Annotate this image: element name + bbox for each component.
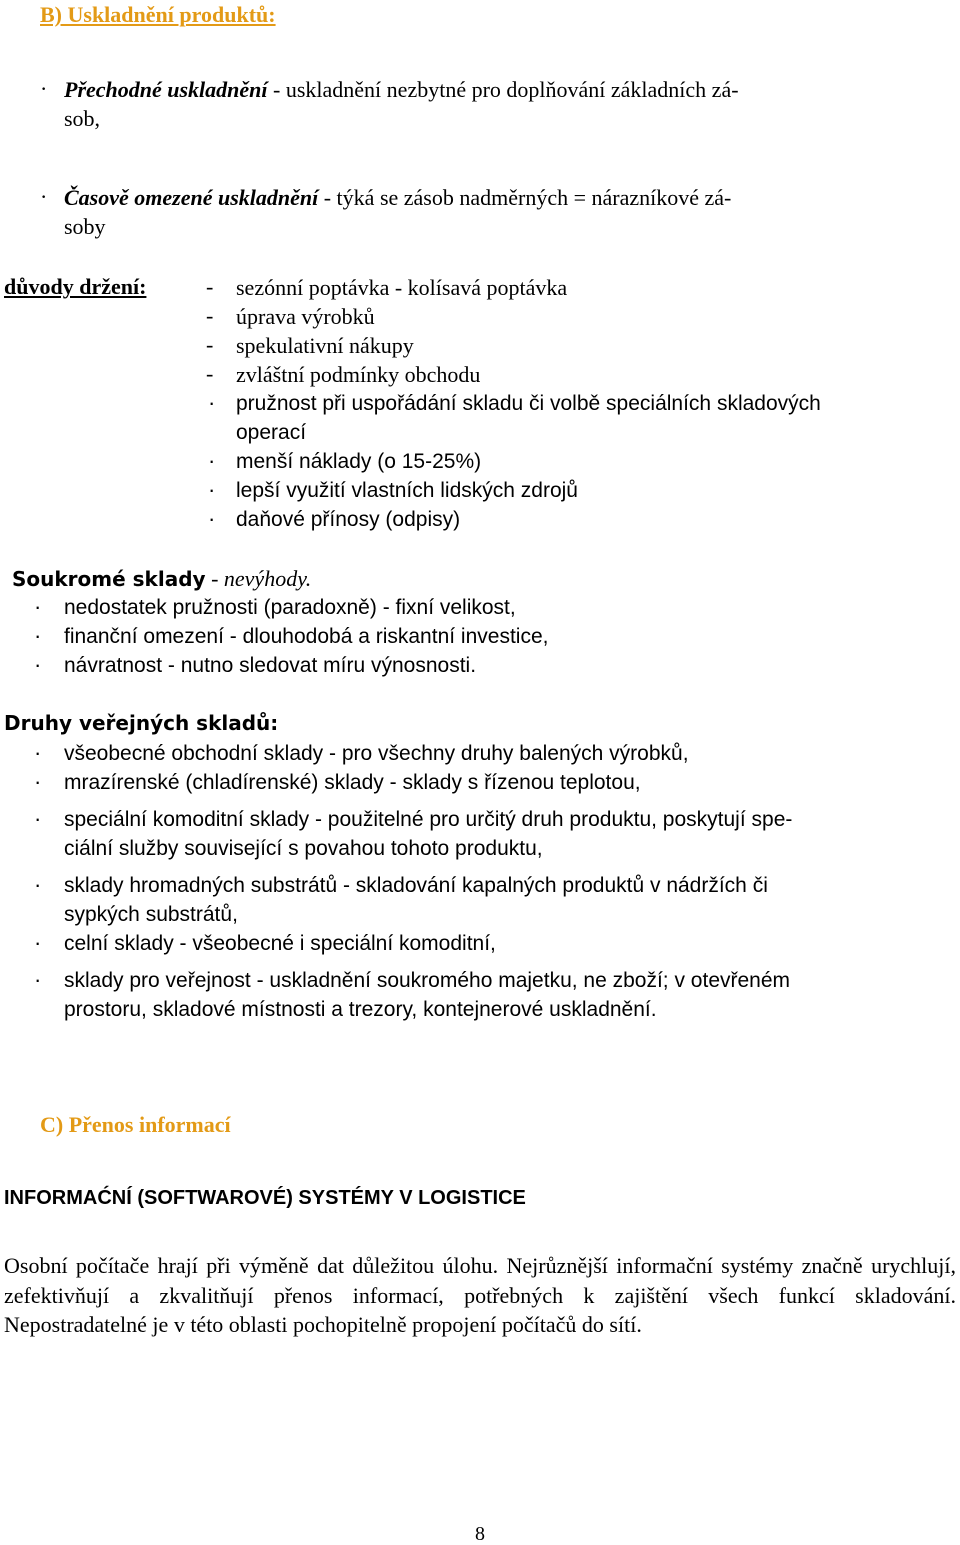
item-term: Časově omezené uskladnění (64, 185, 319, 210)
item-rest: - uskladnění nezbytné pro doplňování základních zá- (267, 77, 739, 102)
dash-marker: - (206, 361, 214, 386)
advantage-item-cont: operací (236, 421, 307, 444)
disadvantage-item: nedostatek pružnosti (paradoxně) - fixní velikost, (64, 596, 516, 619)
public-type-item: celní sklady - všeobecné i speciální komoditní, (64, 932, 496, 955)
item-line (64, 79, 739, 101)
section-b-title: B) Uskladnění produktů: (40, 2, 276, 27)
reason-item: sezónní poptávka - kolísavá poptávka (236, 275, 568, 300)
reason-item: úprava výrobků (236, 304, 375, 329)
dash-marker: - (206, 274, 214, 299)
dot-marker: · (208, 390, 216, 415)
public-type-item-cont: prostoru, skladové místnosti a trezory, kontejnerové uskladnění. (64, 998, 657, 1021)
item-line (64, 187, 731, 209)
public-type-item: sklady pro veřejnost - uskladnění soukromého majetku, ne zboží; v otevřeném (64, 969, 791, 992)
reasons-label: důvody držení: (4, 274, 147, 299)
item-cont: soby (64, 214, 106, 239)
item-term: Přechodné uskladnění (64, 77, 268, 102)
advantage-item: pružnost při uspořádání skladu či volbě speciálních skladových (236, 392, 821, 415)
public-type-item: speciální komoditní sklady - použitelné pro určitý druh produktu, poskytují spe- (64, 808, 793, 831)
dot-marker: · (34, 623, 42, 648)
page-number: 8 (475, 1523, 485, 1545)
dot-marker: · (34, 594, 42, 619)
section-c-paragraph: Osobní počítače hrají při výměně dat důležitou úlohu. Nejrůznější informační systémy značně urychlují, zefektivňují a zkvalitňují přenos informací, potřebných k zajištění všech funkcí skladování. Nepostradatelné je v této oblasti pochopitelně propojení počítačů do sítí. (4, 1253, 956, 1337)
advantage-item: lepší využití vlastních lidských zdrojů (236, 479, 578, 502)
item-cont: sob, (64, 106, 101, 131)
reason-item: spekulativní nákupy (236, 333, 414, 358)
dot-marker: · (34, 806, 42, 831)
public-type-item-cont: sypkých substrátů, (64, 903, 238, 926)
dot-marker: · (34, 872, 42, 897)
private-sep: - (205, 566, 224, 591)
section-c-subtitle: INFORMAĆNÍ (SOFTWAROVÉ) SYSTÉMY V LOGISTICE (4, 1187, 526, 1209)
public-type-item: mrazírenské (chladírenské) sklady - sklady s řízenou teplotou, (64, 771, 641, 794)
private-heading-italic: nevýhody. (223, 566, 312, 591)
private-heading: Soukromé sklady (12, 567, 206, 591)
dot-marker: · (34, 769, 42, 794)
public-heading: Druhy veřejných skladů: (4, 711, 279, 735)
disadvantage-item: finanční omezení - dlouhodobá a riskantní investice, (64, 625, 549, 648)
reason-item: zvláštní podmínky obchodu (236, 362, 481, 387)
disadvantage-item: návratnost - nutno sledovat míru výnosnosti. (64, 654, 477, 677)
dot-marker: · (34, 930, 42, 955)
dash-marker: - (206, 332, 214, 357)
section-c-title: C) Přenos informací (40, 1112, 231, 1137)
dot-marker: · (34, 652, 42, 677)
dot-marker: · (34, 967, 42, 992)
bullet-dot: · (40, 76, 48, 101)
public-type-item-cont: ciální služby související s povahou tohoto produktu, (64, 837, 543, 860)
dash-marker: - (206, 303, 214, 328)
dot-marker: · (208, 477, 216, 502)
public-type-item: všeobecné obchodní sklady - pro všechny druhy balených výrobků, (64, 742, 689, 765)
public-type-item: sklady hromadných substrátů - skladování kapalných produktů v nádržích či (64, 874, 768, 897)
advantage-item: menší náklady (o 15-25%) (236, 450, 482, 473)
dot-marker: · (208, 506, 216, 531)
advantage-item: daňové přínosy (odpisy) (236, 508, 461, 531)
item-rest: - týká se zásob nadměrných = nárazníkové zá- (318, 185, 732, 210)
private-heading-line (12, 568, 311, 590)
bullet-dot: · (40, 184, 48, 209)
dot-marker: · (34, 740, 42, 765)
dot-marker: · (208, 448, 216, 473)
